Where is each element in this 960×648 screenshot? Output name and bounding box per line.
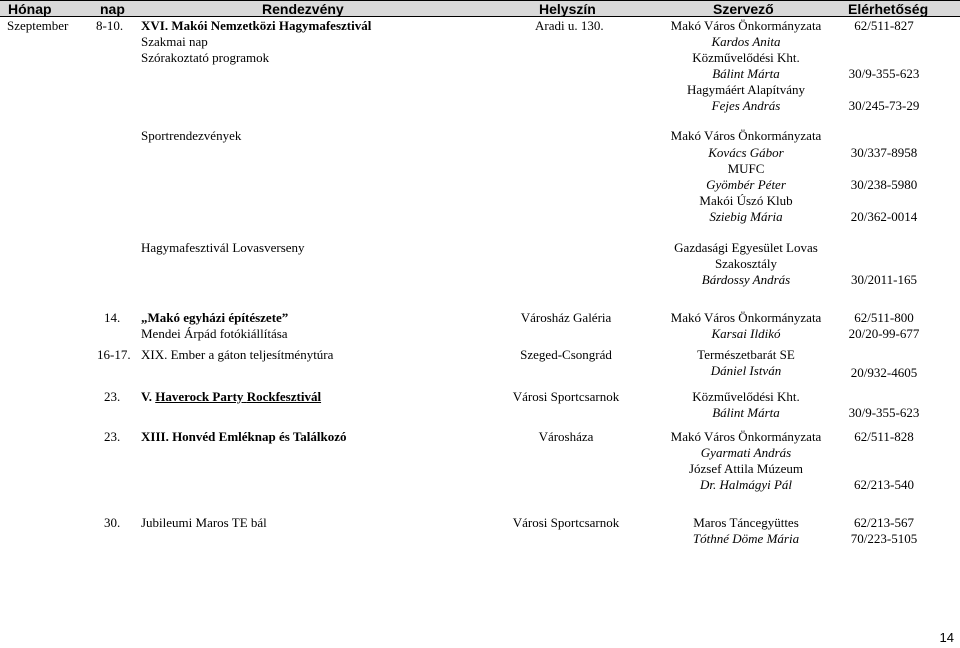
organizer-line: MUFC [727, 161, 765, 176]
event-line: Szórakoztató programok [141, 50, 270, 65]
organizer-person: Kardos Anita [711, 34, 781, 49]
contact-cell: 62/213-567 [854, 515, 914, 530]
event-title: Sportrendezvények [141, 128, 242, 143]
contact-cell: 30/9-355-623 [848, 405, 920, 420]
page-number: 14 [939, 630, 954, 645]
event-title: XVI. Makói Nemzetközi Hagymafesztivál [141, 18, 372, 33]
contact-cell: 20/932-4605 [850, 365, 918, 380]
organizer-line: Maros Táncegyüttes [693, 515, 799, 530]
event-title: Hagymafesztivál Lovasverseny [141, 240, 305, 255]
organizer-line: József Attila Múzeum [688, 461, 804, 476]
event-part: Haverock Party [155, 389, 244, 404]
contact-cell: 30/9-355-623 [848, 66, 920, 81]
event-title: XIX. Ember a gáton teljesítménytúra [141, 347, 334, 362]
contact-cell: 30/245-73-29 [848, 98, 920, 113]
day-cell: 23. [104, 429, 121, 444]
event-title [141, 389, 321, 405]
organizer-line: Makói Úszó Klub [699, 193, 793, 208]
month-cell: Szeptember [7, 18, 69, 33]
contact-cell: 30/238-5980 [850, 177, 918, 192]
organizer-person: Bárdossy András [701, 272, 791, 287]
day-cell: 23. [104, 389, 121, 404]
organizer-line: Makó Város Önkormányzata [670, 429, 822, 444]
contact-cell: 70/223-5105 [850, 531, 918, 546]
venue-cell: Szeged-Csongrád [520, 347, 612, 362]
organizer-line: Természetbarát SE [697, 347, 795, 362]
contact-cell: 30/337-8958 [850, 145, 918, 160]
venue-cell: Aradi u. 130. [535, 18, 604, 33]
organizer-line: Makó Város Önkormányzata [670, 310, 822, 325]
header-contact: Elérhetőség [848, 1, 929, 17]
organizer-line: Gazdasági Egyesület Lovas [674, 240, 818, 255]
event-title: XIII. Honvéd Emléknap és Találkozó [141, 429, 347, 444]
header-venue: Helyszín [539, 1, 596, 17]
event-title: Jubileumi Maros TE bál [141, 515, 267, 530]
event-title: „Makó egyházi építészete” [141, 310, 289, 325]
venue-cell: Városház Galéria [520, 310, 612, 325]
organizer-person: Kovács Gábor [708, 145, 784, 160]
organizer-person: Karsai Ildikó [711, 326, 781, 341]
contact-cell: 20/20-99-677 [848, 326, 920, 341]
organizer-line: Szakosztály [714, 256, 778, 271]
day-cell: 14. [104, 310, 121, 325]
contact-cell: 62/213-540 [854, 477, 914, 492]
organizer-line: Hagymáért Alapítvány [686, 82, 806, 97]
organizer-person: Fejes András [711, 98, 781, 113]
contact-cell: 30/2011-165 [851, 272, 917, 287]
venue-cell: Városháza [538, 429, 594, 444]
header-event: Rendezvény [262, 1, 344, 17]
header-day: nap [100, 1, 125, 17]
header-organizer: Szervező [713, 1, 774, 17]
event-part: Rockfesztivál [246, 389, 322, 404]
venue-cell: Városi Sportcsarnok [512, 389, 620, 404]
table-header [0, 0, 960, 17]
venue-cell: Városi Sportcsarnok [512, 515, 620, 530]
organizer-person: Dr. Halmágyi Pál [699, 477, 793, 492]
event-line: Szakmai nap [141, 34, 208, 49]
organizer-line: Makó Város Önkormányzata [670, 18, 822, 33]
organizer-line: Makó Város Önkormányzata [670, 128, 822, 143]
organizer-person: Tóthné Döme Mária [692, 531, 800, 546]
day-cell: 8-10. [96, 18, 124, 33]
organizer-line: Közművelődési Kht. [692, 50, 800, 65]
organizer-person: Bálint Márta [712, 66, 780, 81]
event-prefix: V. [141, 389, 156, 404]
contact-cell: 20/362-0014 [850, 209, 918, 224]
organizer-person: Dániel István [710, 363, 782, 378]
contact-cell: 62/511-800 [854, 310, 914, 325]
contact-cell: 62/511-827 [854, 18, 914, 33]
contact-cell: 62/511-828 [854, 429, 914, 444]
organizer-line: Közművelődési Kht. [692, 389, 800, 404]
organizer-person: Gyarmati András [700, 445, 792, 460]
event-line: Mendei Árpád fotókiállítása [141, 326, 288, 341]
day-cell: 16-17. [97, 347, 131, 362]
day-cell: 30. [104, 515, 121, 530]
header-month: Hónap [8, 1, 52, 17]
organizer-person: Sziebig Mária [709, 209, 783, 224]
organizer-person: Gyömbér Péter [706, 177, 786, 192]
organizer-person: Bálint Márta [712, 405, 780, 420]
